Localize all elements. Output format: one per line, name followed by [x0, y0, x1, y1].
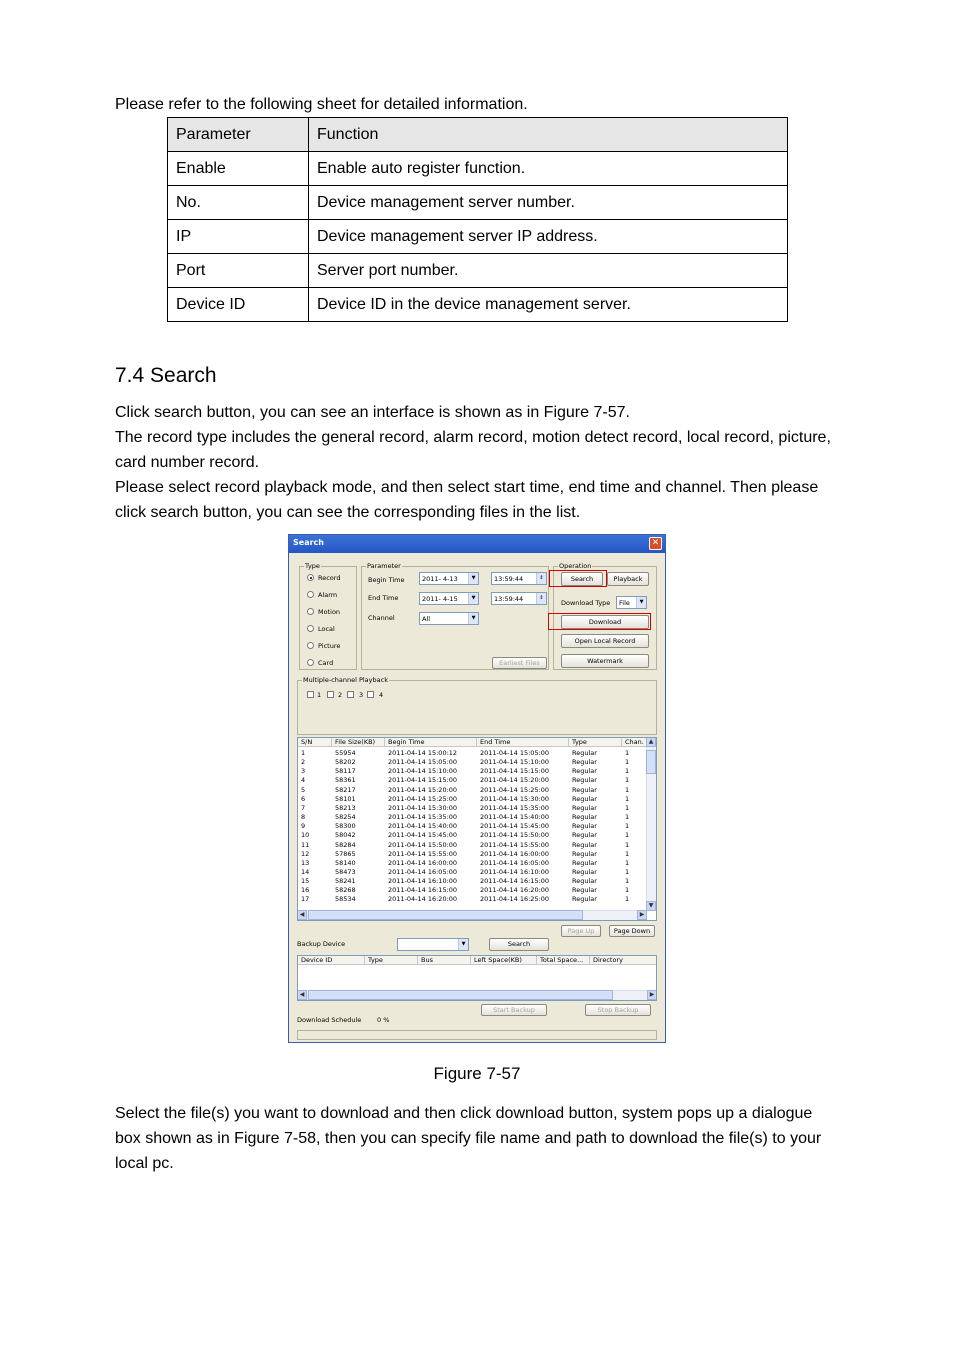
table-cell: 1 [625, 877, 630, 886]
table-cell: Regular [572, 858, 597, 867]
vertical-scrollbar[interactable] [646, 738, 656, 910]
table-cell: 1 [625, 803, 630, 812]
file-list[interactable] [297, 737, 657, 921]
table-cell: 1 [625, 767, 630, 776]
dialog-title: Search [293, 538, 324, 547]
table-row[interactable] [298, 767, 647, 776]
table-cell: 58117 [335, 767, 356, 776]
scroll-right-icon[interactable]: ▶ [647, 990, 657, 1000]
channel-checkbox-label: 3 [359, 691, 364, 699]
table-cell: 58534 [335, 895, 356, 904]
table-cell: 2011-04-14 15:20:00 [480, 776, 550, 785]
table-cell: Enable auto register function. [309, 152, 788, 186]
table-cell: Regular [572, 877, 597, 886]
table-cell: 2011-04-14 16:05:00 [480, 858, 550, 867]
table-cell: 58213 [335, 803, 356, 812]
column-header[interactable]: Type [569, 738, 622, 747]
table-cell: 58284 [335, 840, 356, 849]
table-cell: Enable [168, 152, 309, 186]
table-cell: 9 [301, 822, 306, 831]
table-cell: 2011-04-14 15:05:00 [388, 758, 458, 767]
channel-checkbox[interactable] [367, 691, 374, 698]
radio-motion[interactable] [307, 608, 314, 615]
table-cell: 2011-04-14 15:35:00 [480, 803, 550, 812]
table-cell: Port [168, 254, 309, 288]
table-cell: 4 [301, 776, 306, 785]
end-date-field[interactable] [419, 592, 479, 605]
table-cell: Regular [572, 776, 597, 785]
end-time-value: 13:59:44 [494, 595, 524, 603]
table-cell: 2011-04-14 15:50:00 [388, 840, 458, 849]
download-type-label: Download Type [561, 599, 611, 607]
radio-label: Picture [318, 642, 341, 650]
radio-label: Record [318, 574, 341, 582]
table-cell: Device ID in the device management server. [309, 288, 788, 322]
column-header[interactable]: Total Space... [537, 956, 590, 965]
horizontal-scrollbar[interactable] [298, 910, 646, 920]
channel-checkbox[interactable] [307, 691, 314, 698]
table-cell: 58042 [335, 831, 356, 840]
table-cell: Regular [572, 758, 597, 767]
table-cell: 2011-04-14 15:00:12 [388, 749, 458, 757]
table-row[interactable] [298, 749, 647, 758]
open-local-record-button[interactable]: Open Local Record [561, 634, 649, 648]
download-type-select[interactable] [616, 596, 647, 609]
column-header[interactable]: Begin Time [385, 738, 477, 747]
table-cell: 7 [301, 803, 306, 812]
column-header[interactable]: S/N [298, 738, 332, 747]
table-cell: 1 [625, 886, 630, 895]
table-cell: 58217 [335, 785, 356, 794]
channel-checkbox-label: 4 [379, 691, 384, 699]
column-header[interactable]: Device ID [298, 956, 365, 965]
download-button[interactable]: Download [561, 615, 649, 629]
table-cell: 2 [301, 758, 306, 767]
end-time-label: End Time [368, 594, 399, 602]
table-row[interactable] [298, 804, 647, 813]
table-cell: 8 [301, 813, 306, 822]
table-cell: 2011-04-14 15:35:00 [388, 813, 458, 822]
table-cell: 2011-04-14 15:50:00 [480, 831, 550, 840]
table-cell: 1 [625, 813, 630, 822]
table-cell: 2011-04-14 15:40:00 [480, 813, 550, 822]
column-header[interactable]: Type [365, 956, 418, 965]
intro-text: Please refer to the following sheet for detailed information. [115, 96, 528, 113]
table-cell: 58101 [335, 794, 356, 803]
begin-time-value: 13:59:44 [494, 575, 524, 583]
table-cell: 58268 [335, 886, 356, 895]
device-list[interactable] [297, 955, 657, 1001]
end-time-field[interactable] [491, 592, 547, 605]
type-group-label: Type [305, 562, 320, 570]
scroll-thumb[interactable] [308, 910, 583, 920]
table-cell: 1 [625, 758, 630, 767]
table-cell: 1 [625, 840, 630, 849]
table-cell: 2011-04-14 15:05:00 [480, 749, 550, 757]
table-row[interactable] [298, 895, 647, 904]
paragraph: Click search button, you can see an interface is shown as in Figure 7-57. [115, 404, 630, 421]
table-cell: Regular [572, 831, 597, 840]
table-cell: 55954 [335, 749, 356, 757]
column-header[interactable]: Left Space(KB) [471, 956, 537, 965]
parameter-table [167, 117, 788, 322]
table-cell: Regular [572, 785, 597, 794]
table-cell: Regular [572, 840, 597, 849]
download-schedule-value: 0 % [377, 1016, 390, 1024]
parameter-group-label: Parameter [367, 562, 401, 570]
table-cell: 2011-04-14 16:15:00 [480, 877, 550, 886]
table-cell: 5 [301, 785, 306, 794]
table-cell: 58202 [335, 758, 356, 767]
begin-time-label: Begin Time [368, 576, 405, 584]
table-cell: 2011-04-14 15:45:00 [480, 822, 550, 831]
page-down-button[interactable]: Page Down [609, 925, 655, 937]
scroll-thumb[interactable] [308, 990, 613, 1000]
table-row[interactable] [298, 758, 647, 767]
table-cell: 1 [625, 895, 630, 904]
column-header[interactable]: Bus [418, 956, 471, 965]
table-cell: 2011-04-14 15:10:00 [480, 758, 550, 767]
table-header-cell: Function [309, 118, 788, 152]
radio-picture[interactable] [307, 642, 314, 649]
radio-label: Local [318, 625, 335, 633]
table-row [168, 186, 788, 220]
channel-select[interactable] [419, 612, 479, 625]
table-row[interactable] [298, 850, 647, 859]
scroll-thumb[interactable] [646, 750, 656, 774]
table-cell: 2011-04-14 16:10:00 [480, 867, 550, 876]
operation-group-label: Operation [559, 562, 592, 570]
download-progress-bar [297, 1030, 657, 1040]
table-row [168, 220, 788, 254]
highlight-frame [548, 613, 651, 630]
table-row[interactable] [298, 859, 647, 868]
table-row[interactable] [298, 776, 647, 785]
column-header[interactable]: Chan. [622, 738, 648, 747]
radio-label: Alarm [318, 591, 338, 599]
scroll-down-icon[interactable]: ▼ [646, 901, 656, 911]
radio-label: Motion [318, 608, 341, 616]
table-cell: 2011-04-14 16:15:00 [388, 886, 458, 895]
table-cell: Server port number. [309, 254, 788, 288]
table-cell: Regular [572, 867, 597, 876]
channel-checkbox[interactable] [327, 691, 334, 698]
table-cell: 16 [301, 886, 310, 895]
spinner-icon[interactable]: ⇕ [536, 573, 546, 584]
paragraph: The record type includes the general record, alarm record, motion detect record, local record, picture, card number record. [115, 429, 831, 471]
table-cell: 10 [301, 831, 310, 840]
watermark-button[interactable]: Watermark [561, 654, 649, 668]
table-cell: 2011-04-14 16:00:00 [388, 858, 458, 867]
chevron-down-icon[interactable]: ▼ [468, 613, 478, 624]
table-cell: 2011-04-14 16:25:00 [480, 895, 550, 904]
table-row[interactable] [298, 841, 647, 850]
dialog-title-bar [289, 535, 665, 553]
table-cell: 2011-04-14 15:15:00 [480, 767, 550, 776]
paragraph: Please select record playback mode, and then select start time, end time and channel. Then please click search button, you can see the corresponding files in the list. [115, 479, 819, 521]
table-cell: 17 [301, 895, 310, 904]
table-header-row [168, 118, 788, 152]
table-cell: 58140 [335, 858, 356, 867]
chevron-down-icon[interactable]: ▼ [458, 939, 468, 950]
table-cell: 1 [625, 749, 630, 757]
begin-time-field[interactable] [491, 572, 547, 585]
table-row[interactable] [298, 868, 647, 877]
radio-card[interactable] [307, 659, 314, 666]
table-cell: 2011-04-14 15:55:00 [480, 840, 550, 849]
table-row[interactable] [298, 795, 647, 804]
scroll-right-icon[interactable]: ▶ [637, 910, 647, 920]
backup-device-select[interactable] [397, 938, 469, 951]
table-cell: 58241 [335, 877, 356, 886]
table-cell: 2011-04-14 16:20:00 [480, 886, 550, 895]
backup-device-label: Backup Device [297, 940, 346, 948]
table-cell: 1 [625, 785, 630, 794]
table-cell: 1 [625, 858, 630, 867]
table-cell: 2011-04-14 15:30:00 [388, 803, 458, 812]
close-icon[interactable]: ✕ [649, 537, 662, 550]
table-row[interactable] [298, 786, 647, 795]
column-header[interactable]: Directory [590, 956, 657, 965]
channel-checkbox-label: 1 [317, 691, 322, 699]
table-cell: 2011-04-14 15:40:00 [388, 822, 458, 831]
table-cell: Device ID [168, 288, 309, 322]
table-cell: 58300 [335, 822, 356, 831]
end-date-value: 2011- 4-15 [422, 595, 458, 603]
table-cell: 1 [625, 822, 630, 831]
channel-checkbox[interactable] [347, 691, 354, 698]
table-cell: 1 [625, 831, 630, 840]
table-cell: 2011-04-14 15:15:00 [388, 776, 458, 785]
scroll-up-icon[interactable]: ▲ [646, 737, 656, 747]
search-dialog [288, 534, 666, 1043]
table-cell: 2011-04-14 15:25:00 [388, 794, 458, 803]
table-cell: 2011-04-14 16:10:00 [388, 877, 458, 886]
page-up-button[interactable]: Page Up [561, 925, 601, 937]
table-cell: 2011-04-14 16:20:00 [388, 895, 458, 904]
download-type-value: File [619, 599, 630, 607]
table-cell: 1 [625, 867, 630, 876]
radio-alarm[interactable] [307, 591, 314, 598]
backup-search-button[interactable]: Search [489, 938, 549, 951]
playback-button[interactable]: Playback [607, 572, 649, 586]
table-cell: 2011-04-14 15:25:00 [480, 785, 550, 794]
table-cell: 12 [301, 849, 310, 858]
multi-channel-group-label: Multiple-channel Playback [303, 676, 388, 684]
table-cell: 2011-04-14 16:00:00 [480, 849, 550, 858]
table-cell: Regular [572, 803, 597, 812]
table-cell: Device management server number. [309, 186, 788, 220]
figure-caption: Figure 7-57 [433, 1064, 521, 1083]
search-button[interactable]: Search [561, 572, 603, 586]
table-cell: 6 [301, 794, 306, 803]
table-cell: Regular [572, 849, 597, 858]
table-header-cell: Parameter [168, 118, 309, 152]
table-cell: Regular [572, 895, 597, 904]
download-schedule-label: Download Schedule [297, 1016, 362, 1024]
table-cell: 58473 [335, 867, 356, 876]
table-row[interactable] [298, 877, 647, 886]
scroll-left-icon[interactable]: ◀ [297, 990, 307, 1000]
scroll-left-icon[interactable]: ◀ [297, 910, 307, 920]
table-cell: Regular [572, 822, 597, 831]
table-cell: 58361 [335, 776, 356, 785]
chevron-down-icon[interactable]: ▼ [468, 593, 478, 604]
table-cell: 1 [301, 749, 306, 757]
spinner-icon[interactable]: ⇕ [536, 593, 546, 604]
table-cell: 58254 [335, 813, 356, 822]
channel-value: All [422, 615, 431, 623]
table-cell: 57865 [335, 849, 356, 858]
table-cell: 2011-04-14 15:55:00 [388, 849, 458, 858]
highlight-frame [549, 570, 607, 587]
table-cell: Regular [572, 794, 597, 803]
begin-date-field[interactable] [419, 572, 479, 585]
table-cell: 13 [301, 858, 310, 867]
channel-label: Channel [368, 614, 395, 622]
table-cell: 14 [301, 867, 310, 876]
chevron-down-icon[interactable]: ▼ [468, 573, 478, 584]
table-row[interactable] [298, 831, 647, 840]
table-row[interactable] [298, 813, 647, 822]
table-cell: 1 [625, 794, 630, 803]
table-row [168, 152, 788, 186]
table-row [168, 288, 788, 322]
start-backup-button[interactable]: Start Backup [481, 1004, 547, 1016]
table-cell: 15 [301, 877, 310, 886]
stop-backup-button[interactable]: Stop Backup [585, 1004, 651, 1016]
column-header[interactable]: End Time [477, 738, 569, 747]
radio-local[interactable] [307, 625, 314, 632]
table-cell: 11 [301, 840, 310, 849]
table-cell: 2011-04-14 15:45:00 [388, 831, 458, 840]
radio-record[interactable] [307, 574, 314, 581]
multi-channel-group [297, 676, 657, 735]
table-row[interactable] [298, 886, 647, 895]
radio-label: Card [318, 659, 334, 667]
table-cell: Regular [572, 749, 597, 757]
table-cell: Regular [572, 767, 597, 776]
column-header[interactable]: File Size(KB) [332, 738, 385, 747]
section-heading: 7.4 Search [115, 364, 217, 387]
table-cell: 3 [301, 767, 306, 776]
table-cell: IP [168, 220, 309, 254]
table-cell: 2011-04-14 16:05:00 [388, 867, 458, 876]
horizontal-scrollbar[interactable] [298, 990, 656, 1000]
table-cell: 2011-04-14 15:20:00 [388, 785, 458, 794]
chevron-down-icon[interactable]: ▼ [636, 597, 646, 608]
table-cell: Regular [572, 886, 597, 895]
table-row[interactable] [298, 822, 647, 831]
closing-paragraph: Select the file(s) you want to download and then click download button, system pops up a dialogue box shown as in Figure 7-58, then you can specify file name and path to download the file(s) to your local pc. [115, 1105, 822, 1172]
table-cell: No. [168, 186, 309, 220]
table-row [168, 254, 788, 288]
table-cell: Device management server IP address. [309, 220, 788, 254]
table-cell: 1 [625, 849, 630, 858]
table-cell: 2011-04-14 15:10:00 [388, 767, 458, 776]
begin-date-value: 2011- 4-13 [422, 575, 458, 583]
table-cell: 1 [625, 776, 630, 785]
table-cell: Regular [572, 813, 597, 822]
table-cell: 2011-04-14 15:30:00 [480, 794, 550, 803]
channel-checkbox-label: 2 [338, 691, 343, 699]
earliest-files-button[interactable]: Earliest Files [492, 657, 547, 669]
